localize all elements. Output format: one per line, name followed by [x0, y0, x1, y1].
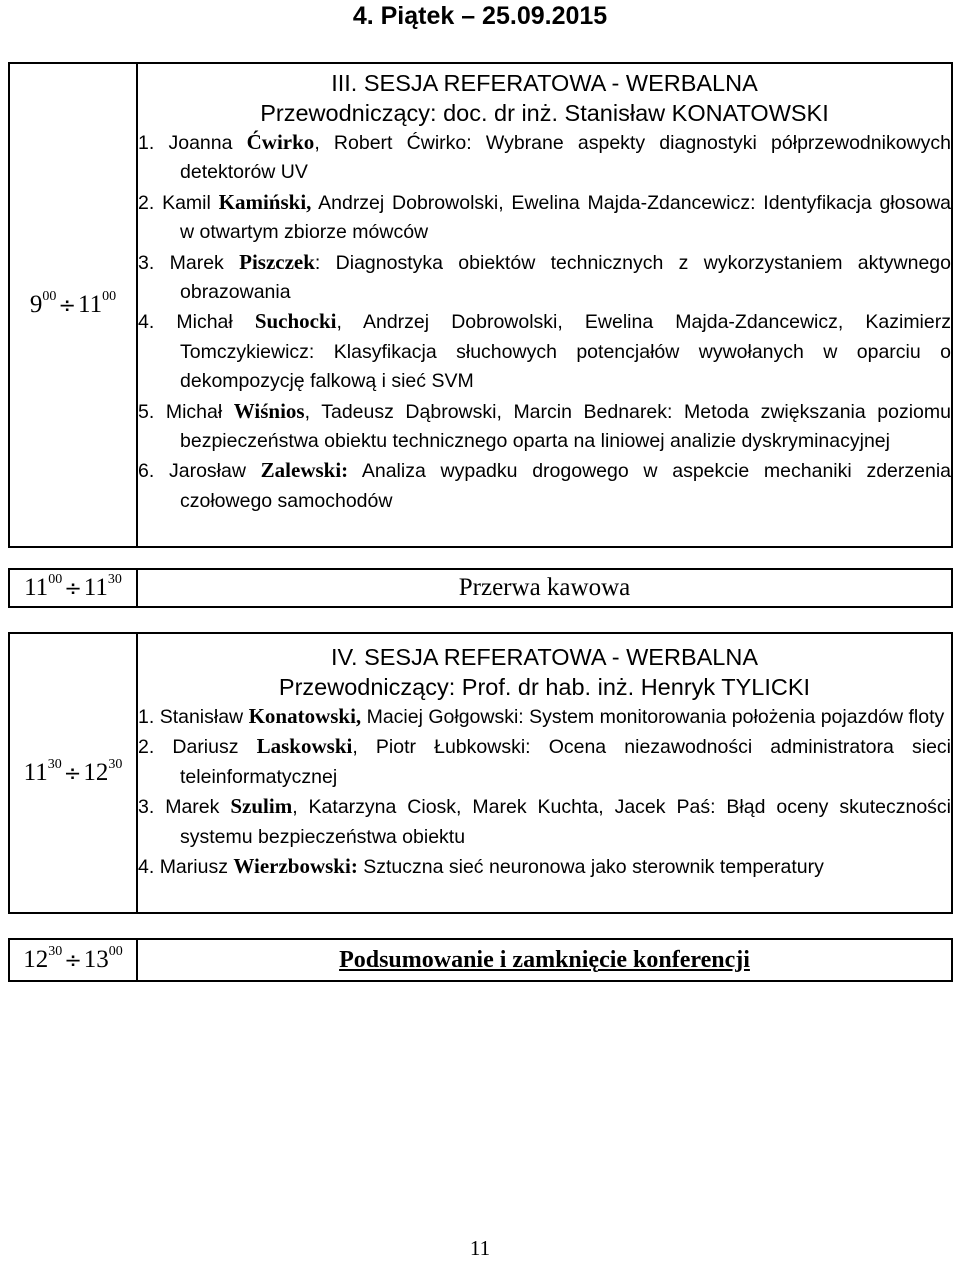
paper-number: 1. — [138, 706, 155, 728]
paper-rest: Sztuczna sieć neuronowa jako sterownik temperatury — [357, 856, 824, 879]
paper-authors-lead: Dariusz — [172, 736, 257, 759]
paper-number: 3. — [138, 251, 155, 274]
closing-cell — [137, 939, 952, 981]
paper-rest: , Robert Ćwirko: Wybrane aspekty diagnostyki półprzewodnikowych detektorów UV — [180, 132, 951, 184]
paper-number: 4. — [138, 856, 155, 879]
paper-presenter: Suchocki — [254, 309, 337, 334]
paper-item — [138, 732, 951, 792]
paper-number: 3. — [138, 796, 155, 819]
paper-authors-lead: Marek — [169, 251, 240, 274]
paper-item — [138, 307, 951, 396]
session-iii-content — [137, 63, 952, 547]
paper-presenter: Wiśnios — [233, 398, 305, 423]
session-title: III. SESJA REFERATOWA - WERBALNA — [331, 70, 758, 96]
coffee-break-time: $11^{00}\div 11^{30}$ — [9, 569, 137, 607]
coffee-break-block — [8, 568, 953, 608]
paper-rest: Andrzej Dobrowolski, Ewelina Majda-Zdancewicz: Identyfikacja głosowa w otwartym zbiorze mówców — [180, 191, 952, 244]
paper-number: 5. — [138, 400, 155, 423]
session-iv-time: $11^{30}\div 12^{30}$ — [9, 633, 137, 913]
paper-authors-lead: Marek — [165, 796, 231, 819]
paper-rest: , Andrzej Dobrowolski, Ewelina Majda-Zdancewicz, Kazimierz Tomczykiewicz: Klasyfikacja słuchowych potencjałów wywołanych w oparciu o dekompozycję falkową i sieć SVM — [180, 311, 951, 393]
paper-authors-lead: Michał — [165, 400, 234, 423]
paper-item — [138, 397, 951, 457]
closing-time: $12^{30}\div 13^{00}$ — [9, 939, 137, 981]
paper-item — [138, 248, 951, 308]
session-chair: Przewodniczący: doc. dr inż. Stanisław KONATOWSKI — [260, 100, 829, 126]
paper-rest: Maciej Gołgowski: System monitorowania położenia pojazdów floty — [361, 706, 945, 728]
paper-presenter: Kamiński, — [218, 189, 312, 214]
paper-rest: , Piotr Łubkowski: Ocena niezawodności administratora sieci teleinformatycznej — [180, 736, 951, 788]
paper-presenter: Konatowski, — [248, 704, 362, 728]
closing-block — [8, 938, 953, 982]
paper-item — [138, 792, 951, 852]
paper-number: 6. — [138, 460, 155, 483]
paper-authors-lead: Mariusz — [159, 856, 234, 879]
paper-presenter: Wierzbowski: — [233, 854, 358, 879]
paper-presenter: Laskowski — [256, 734, 353, 759]
paper-rest: : Diagnostyka obiektów technicznych z wykorzystaniem aktywnego obrazowania — [180, 251, 951, 304]
coffee-break-label: Przerwa kawowa — [137, 569, 952, 607]
paper-number: 2. — [138, 736, 155, 759]
paper-presenter: Zalewski: — [260, 458, 349, 483]
paper-item — [138, 188, 951, 248]
day-title: 4. Piątek – 25.09.2015 — [352, 2, 608, 30]
paper-presenter: Szulim — [230, 794, 293, 819]
session-iii-block — [8, 62, 953, 548]
paper-item — [138, 128, 951, 188]
paper-authors-lead: Kamil — [162, 191, 219, 214]
paper-rest: , Katarzyna Ciosk, Marek Kuchta, Jacek Paś: Błąd oceny skuteczności systemu bezpieczeństwa obiektu — [180, 796, 952, 848]
paper-item — [138, 852, 951, 882]
paper-authors-lead: Jarosław — [169, 460, 261, 483]
paper-authors-lead: Michał — [176, 311, 255, 334]
session-title: IV. SESJA REFERATOWA - WERBALNA — [330, 644, 759, 670]
paper-authors-lead: Stanisław — [159, 706, 249, 728]
paper-rest: Analiza wypadku drogowego w aspekcie mechaniki zderzenia czołowego samochodów — [180, 460, 951, 512]
paper-number: 1. — [138, 132, 155, 154]
paper-presenter: Ćwirko — [246, 130, 315, 154]
paper-number: 2. — [138, 191, 155, 214]
session-iii-time: $9^{00}\div 11^{00}$ — [9, 63, 137, 547]
closing-label: Podsumowanie i zamknięcie konferencji — [339, 946, 750, 973]
page-number: 11 — [469, 1236, 491, 1260]
session-iv-block — [8, 632, 953, 914]
session-iv-content — [137, 633, 952, 913]
paper-rest: , Tadeusz Dąbrowski, Marcin Bednarek: Metoda zwiększania poziomu bezpieczeństwa obiektu technicznego oparta na liniowej analizie dyskryminacyjnej — [180, 400, 951, 453]
paper-item — [138, 702, 951, 732]
paper-presenter: Piszczek — [239, 249, 315, 274]
paper-number: 4. — [138, 311, 155, 334]
paper-list — [138, 128, 951, 516]
paper-authors-lead: Joanna — [168, 132, 247, 154]
paper-list — [138, 702, 951, 882]
paper-item — [138, 456, 951, 516]
session-chair: Przewodniczący: Prof. dr hab. inż. Henryk TYLICKI — [278, 674, 811, 700]
